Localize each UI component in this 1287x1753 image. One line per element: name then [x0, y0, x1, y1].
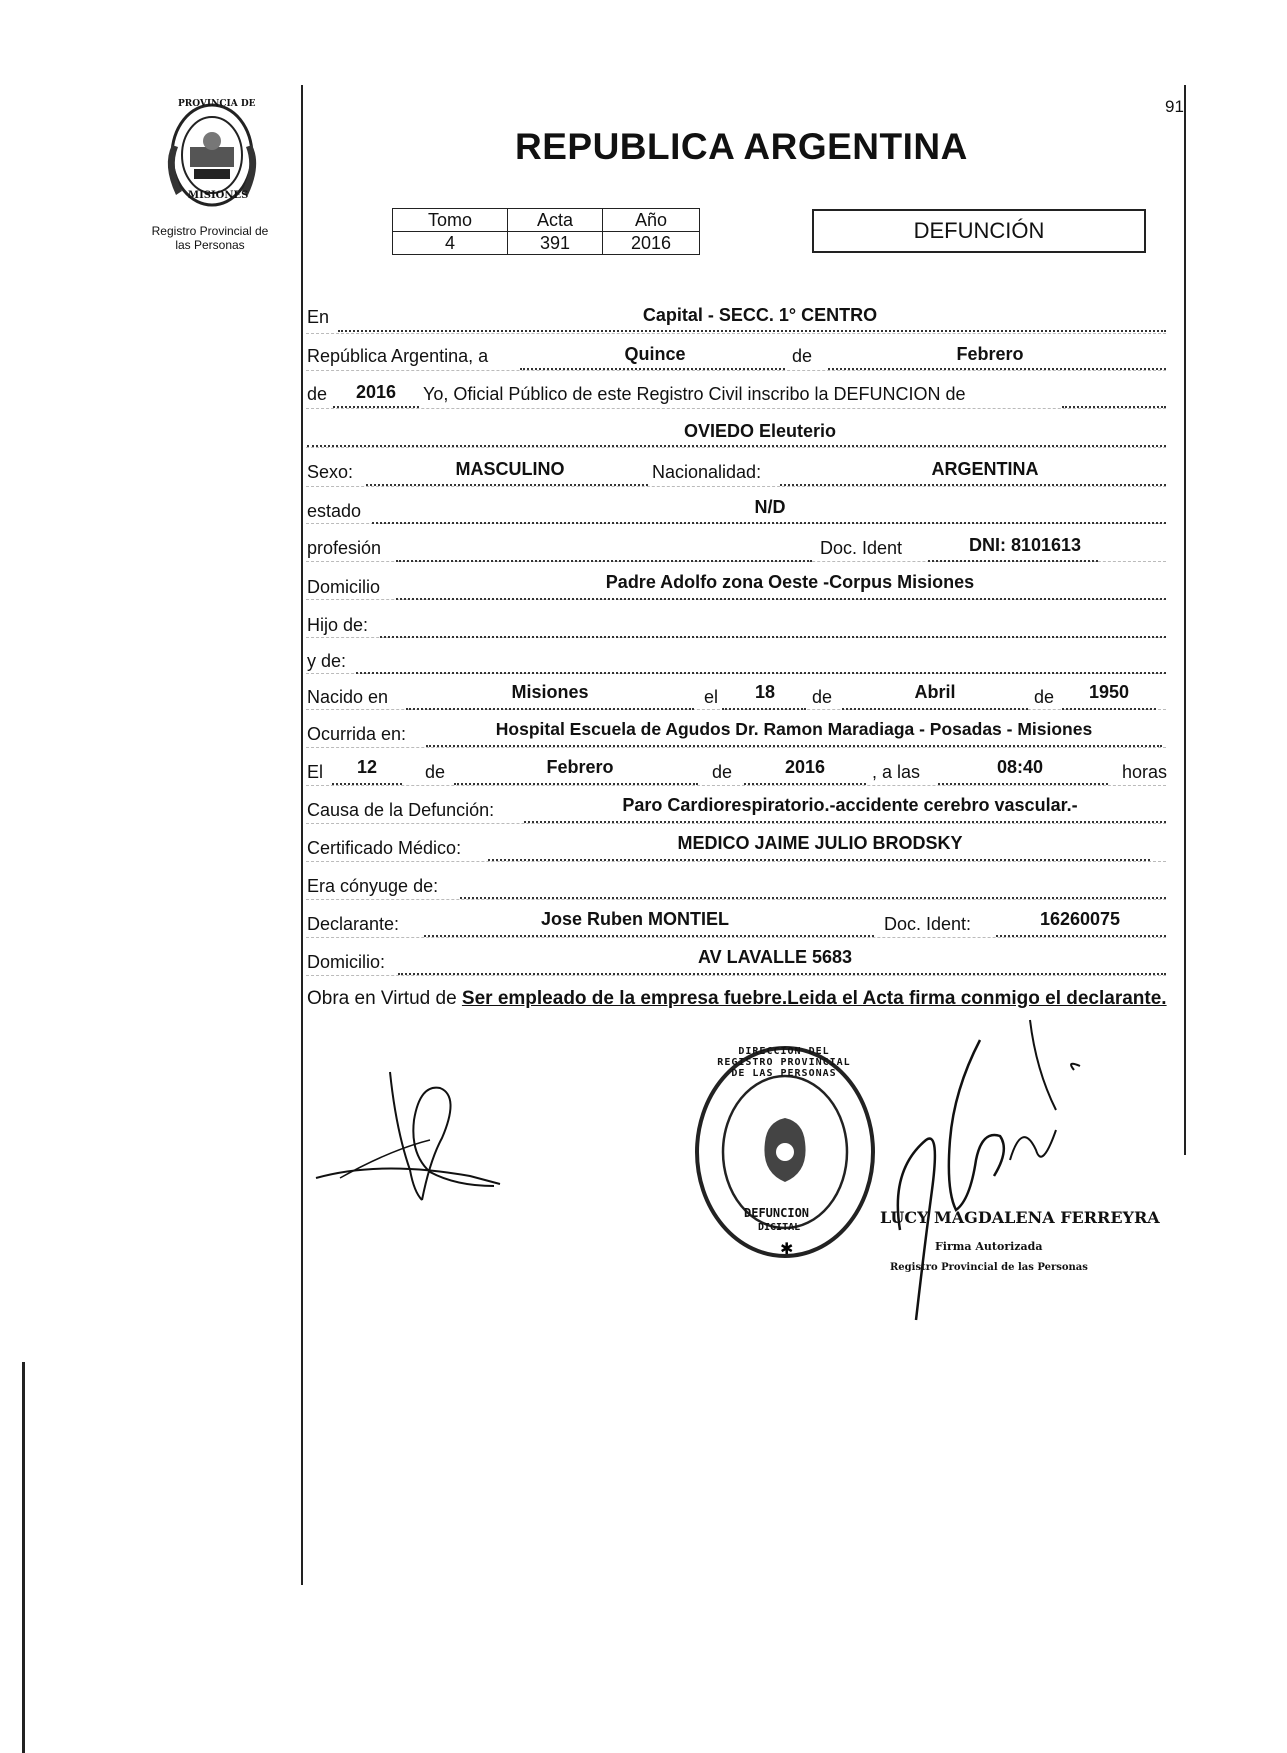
dotted-line	[356, 672, 1166, 674]
de2-label: de	[812, 687, 833, 707]
dotted-line	[744, 783, 866, 785]
el-label: el	[704, 687, 719, 707]
dotted-line	[338, 330, 1166, 332]
birth-month: Abril	[914, 682, 956, 702]
row-guide	[306, 823, 1166, 824]
doc-ident-label: Doc. Ident	[820, 538, 903, 558]
row-guide	[306, 899, 1166, 900]
dotted-line	[520, 368, 785, 370]
row-guide	[306, 747, 1166, 748]
republica-label: República Argentina, a	[307, 346, 489, 366]
official-signature	[860, 1010, 1110, 1340]
logo-text-top: PROVINCIA DE	[178, 99, 256, 109]
ocurrida-label: Ocurrida en:	[307, 724, 407, 744]
de3-label: de	[1034, 687, 1055, 707]
certifying-doctor: MEDICO JAIME JULIO BRODSKY	[677, 833, 963, 853]
dotted-line	[454, 783, 698, 785]
row-guide	[306, 333, 1166, 334]
y-de-label: y de:	[307, 651, 347, 671]
stamp-ring-text: DIRECCION DEL REGISTRO PROVINCIAL DE LAS PERSONAS	[717, 1046, 851, 1079]
sexo-value: MASCULINO	[455, 459, 565, 479]
day-in-words: Quince	[624, 344, 686, 364]
table-value-tomo: 4	[393, 232, 508, 255]
hijo-de-label: Hijo de:	[307, 615, 369, 635]
dotted-line	[524, 821, 1166, 823]
table-value-ano: 2016	[603, 232, 700, 255]
domicilio2-label: Domicilio:	[307, 952, 386, 972]
el2-label: El	[307, 762, 324, 782]
declarant-signature	[310, 1060, 510, 1210]
death-day: 12	[356, 757, 378, 777]
death-year: 2016	[784, 757, 826, 777]
dotted-line	[996, 935, 1166, 937]
estado-value: N/D	[754, 497, 786, 517]
nacionalidad-value: ARGENTINA	[931, 459, 1039, 479]
signatory-name: LUCY MAGDALENA FERREYRA	[880, 1208, 1160, 1227]
certificado-label: Certificado Médico:	[307, 838, 462, 858]
place-of-death: Hospital Escuela de Agudos Dr. Ramon Maradiaga - Posadas - Misiones	[495, 719, 1093, 739]
dotted-line	[396, 560, 812, 562]
row-guide	[306, 785, 1166, 786]
table-value-acta: 391	[508, 232, 603, 255]
dotted-line	[780, 484, 1166, 486]
estado-label: estado	[307, 501, 362, 521]
signatory-office: Registro Provincial de las Personas	[890, 1262, 1088, 1273]
stamp-inner-text-2: DIGITAL	[758, 1222, 801, 1233]
birth-place: Misiones	[511, 682, 589, 702]
obra-value: Ser empleado de la empresa fuebre.Leida el Acta firma conmigo el declarante.	[461, 988, 1167, 1009]
dotted-line	[372, 522, 1166, 524]
row-guide	[306, 370, 1166, 371]
dotted-line	[307, 445, 1166, 447]
registry-location: Capital - SECC. 1° CENTRO	[642, 305, 878, 325]
inscribo-text: Yo, Oficial Público de este Registro Civil inscribo la DEFUNCION de	[423, 384, 966, 404]
dotted-line	[928, 560, 1098, 562]
obra-en-virtud-paragraph	[307, 985, 1187, 1012]
de-label: de	[792, 346, 813, 366]
deceased-name: OVIEDO Eleuterio	[683, 421, 837, 441]
horas-label: horas	[1122, 762, 1168, 782]
svg-text:✱: ✱	[780, 1239, 794, 1258]
nacionalidad-label: Nacionalidad:	[652, 462, 762, 482]
scan-edge-line	[22, 1362, 25, 1753]
table-header-ano: Año	[603, 209, 700, 232]
dotted-line	[406, 708, 694, 710]
year-value: 2016	[355, 382, 397, 402]
declarante-doc-label: Doc. Ident:	[884, 914, 972, 934]
record-type-box: DEFUNCIÓN	[812, 209, 1146, 253]
dotted-line	[332, 783, 402, 785]
declarant-address: AV LAVALLE 5683	[697, 947, 853, 967]
tomo-acta-ano-table	[392, 208, 700, 255]
profesion-label: profesión	[307, 538, 382, 558]
page-title: REPUBLICA ARGENTINA	[515, 126, 968, 167]
table-header-acta: Acta	[508, 209, 603, 232]
dotted-line	[333, 406, 419, 408]
birth-year: 1950	[1088, 682, 1130, 702]
en-label: En	[307, 307, 330, 327]
dotted-line	[398, 973, 1166, 975]
cause-of-death: Paro Cardiorespiratorio.-accidente cerebro vascular.-	[622, 795, 1078, 815]
dotted-line	[460, 897, 1166, 899]
domicilio-value: Padre Adolfo zona Oeste -Corpus Misiones	[605, 572, 975, 592]
row-guide	[306, 937, 1166, 938]
logo-caption	[130, 224, 290, 252]
dotted-line	[1062, 406, 1166, 408]
domicilio-label: Domicilio	[307, 577, 381, 597]
dotted-line	[722, 708, 806, 710]
logo-text-bottom: MISIONES	[188, 190, 249, 201]
month-value: Febrero	[956, 344, 1024, 364]
row-guide	[306, 975, 1166, 976]
death-month: Febrero	[546, 757, 614, 777]
row-guide	[306, 861, 1166, 862]
dotted-line	[938, 783, 1108, 785]
de5-label: de	[712, 762, 733, 782]
dotted-line	[424, 935, 874, 937]
a-las-label: , a las	[872, 762, 921, 782]
dotted-line	[1062, 708, 1156, 710]
dotted-line	[380, 636, 1166, 638]
dotted-line	[842, 708, 1028, 710]
year-prefix-label: de	[307, 384, 328, 404]
obra-label: Obra en Virtud de	[307, 988, 457, 1009]
conyuge-label: Era cónyuge de:	[307, 876, 439, 896]
dotted-line	[396, 598, 1166, 600]
logo-caption-line2: las Personas	[175, 238, 245, 252]
dotted-line	[488, 859, 1150, 861]
dotted-line	[426, 745, 1162, 747]
death-time: 08:40	[996, 757, 1044, 777]
logo-caption-line1: Registro Provincial de	[151, 224, 269, 238]
row-guide	[306, 408, 1166, 409]
nacido-label: Nacido en	[307, 687, 389, 707]
left-margin-rule	[301, 85, 303, 1585]
birth-day: 18	[754, 682, 776, 702]
declarante-label: Declarante:	[307, 914, 400, 934]
de4-label: de	[425, 762, 446, 782]
declarant-document: 16260075	[1039, 909, 1121, 929]
signatory-role: Firma Autorizada	[935, 1240, 1043, 1253]
causa-label: Causa de la Defunción:	[307, 800, 495, 820]
row-guide	[306, 447, 1166, 448]
dotted-line	[828, 368, 1166, 370]
table-header-tomo: Tomo	[393, 209, 508, 232]
page-number: 91	[1165, 97, 1184, 116]
sexo-label: Sexo:	[307, 462, 354, 482]
doc-ident-value: DNI: 8101613	[968, 535, 1082, 555]
row-guide	[306, 486, 1166, 487]
dotted-line	[366, 484, 648, 486]
declarant-name: Jose Ruben MONTIEL	[540, 909, 729, 929]
stamp-inner-text-1: DEFUNCION	[744, 1206, 810, 1220]
